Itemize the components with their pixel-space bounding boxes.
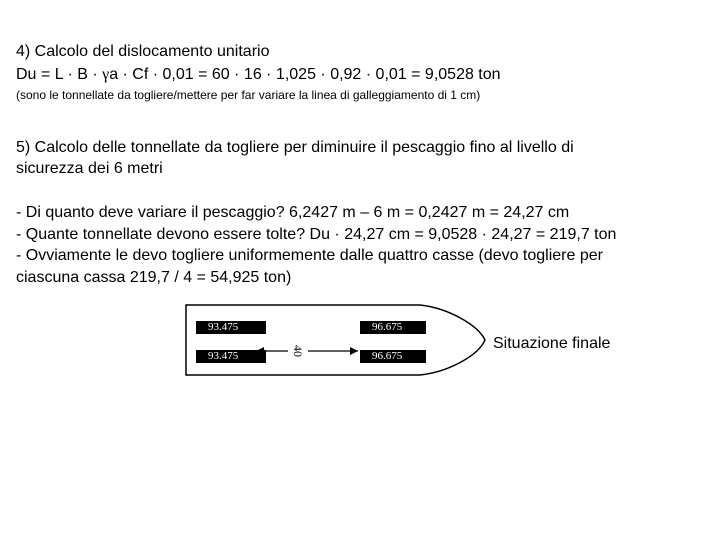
formula-part-2: a · Cf · 0,01 = 60 · 16 · 1,025 · 0,92 · 0,01 = 9,0528 ton: [109, 66, 501, 83]
bullet-uniform-removal: - Ovviamente le devo togliere uniformemente dalle quattro casse (devo togliere per: [16, 247, 603, 264]
formula-part-1: Du = L · B ·: [16, 66, 103, 83]
bullet-per-hold-tons: ciascuna cassa 219,7 / 4 = 54,925 ton): [16, 269, 292, 286]
beam-label: 40: [291, 345, 305, 357]
hold-bottom-left: 93.475: [196, 350, 266, 363]
bullet-tons-to-remove: - Quante tonnellate devono essere tolte? Du · 24,27 cm = 9,0528 · 24,27 = 219,7 ton: [16, 226, 617, 243]
gamma-symbol: γ: [102, 66, 110, 83]
unit-displacement-note: (sono le tonnellate da togliere/mettere per far variare la linea di galleggiamento di 1 cm): [16, 88, 481, 102]
hold-top-right: 96.675: [360, 321, 426, 334]
hold-top-left: 93.475: [196, 321, 266, 334]
hull-outline: [186, 305, 485, 375]
diagram-caption: Situazione finale: [493, 335, 611, 352]
hold-bottom-right: 96.675: [360, 350, 426, 363]
section4-heading: 4) Calcolo del dislocamento unitario: [16, 43, 270, 60]
section5-heading-line1: 5) Calcolo delle tonnellate da togliere per diminuire il pescaggio fino al livello di: [16, 139, 574, 156]
bullet-draft-change: - Di quanto deve variare il pescaggio? 6,2427 m – 6 m = 0,2427 m = 24,27 cm: [16, 204, 570, 221]
section5-heading-line2: sicurezza dei 6 metri: [16, 160, 163, 177]
